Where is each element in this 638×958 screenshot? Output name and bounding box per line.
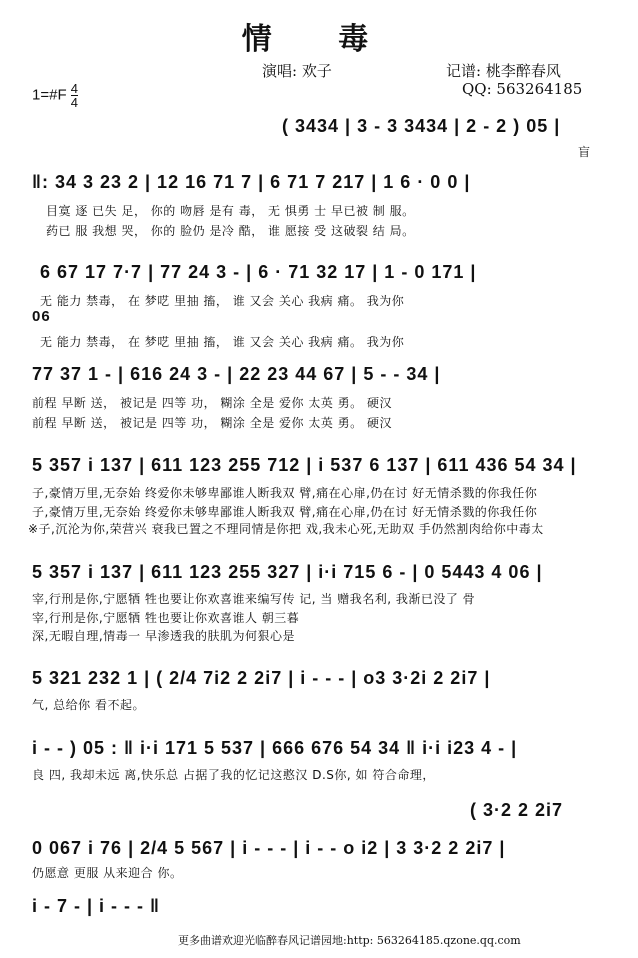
- lyric-line-8a: 良 四, 我却未远 离,快乐总 占据了我的忆记这憨汉 D.S你, 如 符合命理，: [32, 768, 435, 782]
- lyric-line-5b: 子,豪情万里,无奈始 终爱你未够卑鄙谁人断我双 臂,痛在心扉,仍在讨 好无情杀戮的你我任你: [32, 505, 538, 519]
- score-line-10: 0 067 i 76 | 2/4 5 567 | i - - - | i - - o i2 | 3 3·2 2 2i7 |: [32, 838, 506, 858]
- score-line-7: 5 321 232 1 | ( 2/4 7i2 2 2i7 | i - - - | o3 3·2i 2 2i7 |: [32, 668, 491, 688]
- lyric-line-7a: 气, 总给你 看不起。: [32, 698, 145, 712]
- transcriber-credit: 记谱: 桃李醉春风: [446, 62, 561, 80]
- time-bottom: 4: [70, 95, 79, 110]
- lyric-line-6a: 宰,行刑是你,宁愿牺 牲也要让你欢喜谁来编写传 记, 当 赠我名利, 我渐已没了 骨: [32, 592, 476, 606]
- score-line-4: 77 37 1 - | 616 24 3 - | 22 23 44 67 | 5 - - 34 |: [32, 364, 441, 384]
- score-line-6: 5 357 i 137 | 611 123 255 327 | i·i 715 6 - | 0 5443 4 06 |: [32, 562, 543, 582]
- lyric-line-6b: 宰,行刑是你,宁愿牺 牲也要让你欢喜谁人 朝三暮: [32, 611, 300, 625]
- singer-credit: 演唱: 欢子: [262, 62, 332, 80]
- lyric-line-3a: 无 能力 禁毒， 在 梦呓 里抽 搐， 谁 又会 关心 我病 痛。 我为你: [40, 294, 405, 308]
- key-label: 1=#F: [32, 86, 67, 104]
- time-signature: [71, 82, 78, 109]
- qq-contact: QQ: 563264185: [462, 80, 583, 98]
- lyric-line-5a: 子,豪情万里,无奈始 终爱你未够卑鄙谁人断我双 臂,痛在心扉,仍在讨 好无情杀戮的你我任你: [32, 486, 538, 500]
- score-line-8: i - - ) 05 : ‖ i·i 171 5 537 | 666 676 54 34 ‖ i·i i23 4 - |: [32, 738, 518, 758]
- footer-note: 更多曲谱欢迎光临醉春风记谱园地:http: 563264185.qzone.qq.com: [178, 934, 521, 947]
- score-line-5: 5 357 i 137 | 611 123 255 712 | i 537 6 137 | 611 436 54 34 |: [32, 455, 577, 475]
- page-title: 情 毒: [241, 22, 397, 57]
- score-line-2: ‖: 34 3 23 2 | 12 16 71 7 | 6 71 7 217 | 1 6 · 0 0 |: [32, 172, 471, 192]
- lyric-line-4b: 前程 早断 送， 被记是 四等 功， 糊涂 全是 爱你 太英 勇。 硬汉: [32, 416, 392, 430]
- score-line-9: ( 3·2 2 2i7: [470, 800, 564, 820]
- score-line-11: i - 7 - | i - - - ‖: [32, 896, 160, 916]
- lyric-line-1a: 盲: [578, 145, 591, 159]
- lyric-line-6c: 深,无暇自理,情毒一 早渗透我的肤肌为何狠心是: [32, 629, 295, 643]
- lyric-line-5c: ※子,沉沦为你,荣营兴 衰我已置之不理同情是你把 戏,我未心死,无助双 手仍然割肉给你中毒太: [28, 522, 544, 536]
- score-line-3: 6 67 17 7·7 | 77 24 3 - | 6 · 71 32 17 | 1 - 0 171 |: [40, 262, 477, 282]
- lyric-line-3b: 无 能力 禁毒， 在 梦呓 里抽 搐， 谁 又会 关心 我病 痛。 我为你: [40, 335, 405, 349]
- time-top: 4: [70, 81, 79, 96]
- key-signature: [32, 82, 78, 109]
- lyric-line-4a: 前程 早断 送， 被记是 四等 功， 糊涂 全是 爱你 太英 勇。 硬汉: [32, 396, 392, 410]
- lyric-line-2a: 目寞 逐 已失 足， 你的 吻唇 是有 毒， 无 惧勇 士 早已被 制 服。: [46, 204, 415, 218]
- lyric-line-10a: 仍愿意 更服 从来迎合 你。: [32, 866, 183, 880]
- score-line-1: ( 3434 | 3 - 3 3434 | 2 - 2 ) 05 |: [282, 116, 561, 136]
- alt-notes: 06: [32, 308, 51, 325]
- lyric-line-2b: 药已 服 我想 哭， 你的 脸仍 是冷 酷， 谁 愿接 受 这破裂 结 局。: [46, 224, 415, 238]
